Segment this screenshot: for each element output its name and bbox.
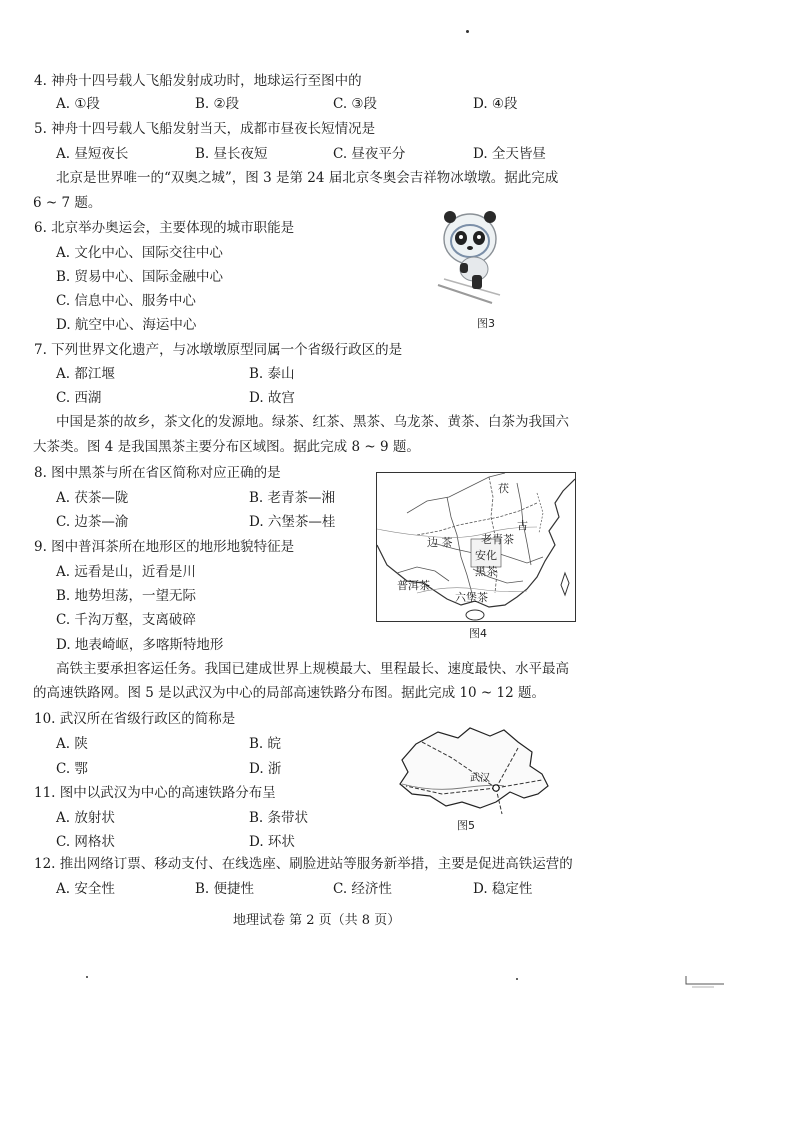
question-8-option-c: C. 边茶—渝 (56, 514, 129, 530)
figure-4-caption: 图4 (469, 627, 487, 640)
question-12-option-c: C. 经济性 (333, 881, 392, 897)
question-7-stem: 7. 下列世界文化遗产，与冰墩墩原型同属一个省级行政区的是 (34, 342, 403, 358)
bing-dwen-dwen-mascot-icon (430, 205, 510, 305)
question-6-option-c: C. 信息中心、服务中心 (56, 293, 196, 309)
scan-speck (86, 976, 88, 978)
scan-speck (516, 978, 518, 980)
question-7-option-b: B. 泰山 (249, 366, 295, 382)
question-6-option-b: B. 贸易中心、国际金融中心 (56, 269, 224, 285)
map-label-liubao: 六堡茶 (455, 591, 488, 604)
question-10-option-c: C. 鄂 (56, 761, 88, 777)
question-12-stem: 12. 推出网络订票、移动支付、在线选座、刷脸进站等服务新举措，主要是促进高铁运营的 (34, 856, 573, 872)
intro-10-12-line2: 的高速铁路网。图 5 是以武汉为中心的局部高速铁路分布图。据此完成 10 ~ 12 题。 (33, 685, 546, 701)
question-5-option-c: C. 昼夜平分 (333, 146, 406, 162)
question-6-option-a: A. 文化中心、国际交往中心 (56, 245, 223, 261)
intro-6-7-line1: 北京是世界唯一的“双奥之城”，图 3 是第 24 届北京冬奥会吉祥物冰墩墩。据此完成 (56, 170, 559, 186)
question-11-stem: 11. 图中以武汉为中心的高速铁路分布呈 (34, 785, 276, 801)
question-11-option-c: C. 网格状 (56, 834, 115, 850)
scan-mark (684, 974, 728, 988)
question-4-option-c: C. ③段 (333, 96, 378, 112)
question-10-stem: 10. 武汉所在省级行政区的简称是 (34, 711, 236, 727)
question-8-stem: 8. 图中黑茶与所在省区简称对应正确的是 (34, 465, 281, 481)
question-8-option-d: D. 六堡茶—桂 (249, 514, 336, 530)
question-10-option-d: D. 浙 (249, 761, 282, 777)
question-12-option-d: D. 稳定性 (473, 881, 533, 897)
intro-8-9-line1: 中国是茶的故乡，茶文化的发源地。绿茶、红茶、黑茶、乌龙茶、黄茶、白茶为我国六 (56, 414, 569, 430)
question-8-option-b: B. 老青茶—湘 (249, 490, 336, 506)
question-7-option-a: A. 都江堰 (56, 366, 115, 382)
figure-4-tea-map (376, 472, 576, 622)
map-label-anhua-2: 黑茶 (475, 565, 497, 578)
question-7-option-d: D. 故宫 (249, 390, 295, 406)
question-5-option-a: A. 昼短夜长 (56, 146, 129, 162)
map-label-fu: 茯 (498, 482, 509, 495)
question-6-stem: 6. 北京举办奥运会，主要体现的城市职能是 (34, 220, 295, 236)
map-label-wuhan: 武汉 (470, 773, 490, 784)
question-11-option-a: A. 放射状 (56, 810, 115, 826)
question-7-option-c: C. 西湖 (56, 390, 102, 406)
figure-5-rail-map (392, 722, 556, 820)
question-5-option-d: D. 全天皆昼 (473, 146, 546, 162)
page-footer: 地理试卷 第 2 页（共 8 页） (233, 913, 401, 928)
question-4-option-d: D. ④段 (473, 96, 518, 112)
map-label-gu: 古 (517, 519, 528, 532)
intro-8-9-line2: 大茶类。图 4 是我国黑茶主要分布区域图。据此完成 8 ~ 9 题。 (33, 439, 420, 455)
question-9-stem: 9. 图中普洱茶所在地形区的地形地貌特征是 (34, 539, 295, 555)
map-label-bian: 边 茶 (427, 536, 453, 549)
question-5-option-b: B. 昼长夜短 (195, 146, 268, 162)
question-4-option-a: A. ①段 (56, 96, 100, 112)
question-10-option-b: B. 皖 (249, 736, 282, 752)
question-6-option-d: D. 航空中心、海运中心 (56, 317, 197, 333)
question-4-stem: 4. 神舟十四号载人飞船发射成功时，地球运行至图中的 (34, 73, 362, 89)
question-11-option-d: D. 环状 (249, 834, 295, 850)
question-9-option-d: D. 地表崎岖，多喀斯特地形 (56, 637, 224, 653)
figure-3-caption: 图3 (477, 317, 495, 330)
intro-10-12-line1: 高铁主要承担客运任务。我国已建成世界上规模最大、里程最长、速度最快、水平最高 (56, 661, 569, 677)
figure-5-caption: 图5 (457, 819, 475, 832)
intro-6-7-line2: 6 ~ 7 题。 (33, 195, 102, 211)
question-11-option-b: B. 条带状 (249, 810, 309, 826)
question-9-option-b: B. 地势坦荡，一望无际 (56, 588, 197, 604)
question-12-option-b: B. 便捷性 (195, 881, 255, 897)
map-label-anhua-1: 安化 (475, 549, 497, 562)
question-4-option-b: B. ②段 (195, 96, 240, 112)
question-5-stem: 5. 神舟十四号载人飞船发射当天，成都市昼夜长短情况是 (34, 121, 376, 137)
question-8-option-a: A. 茯茶—陇 (56, 490, 129, 506)
question-9-option-c: C. 千沟万壑，支离破碎 (56, 612, 196, 628)
map-label-laoqing: 老青茶 (481, 533, 514, 546)
question-9-option-a: A. 远看是山，近看是川 (56, 564, 196, 580)
question-10-option-a: A. 陕 (56, 736, 88, 752)
map-label-puer: 普洱茶 (397, 579, 430, 592)
scan-speck (466, 30, 469, 33)
question-12-option-a: A. 安全性 (56, 881, 115, 897)
